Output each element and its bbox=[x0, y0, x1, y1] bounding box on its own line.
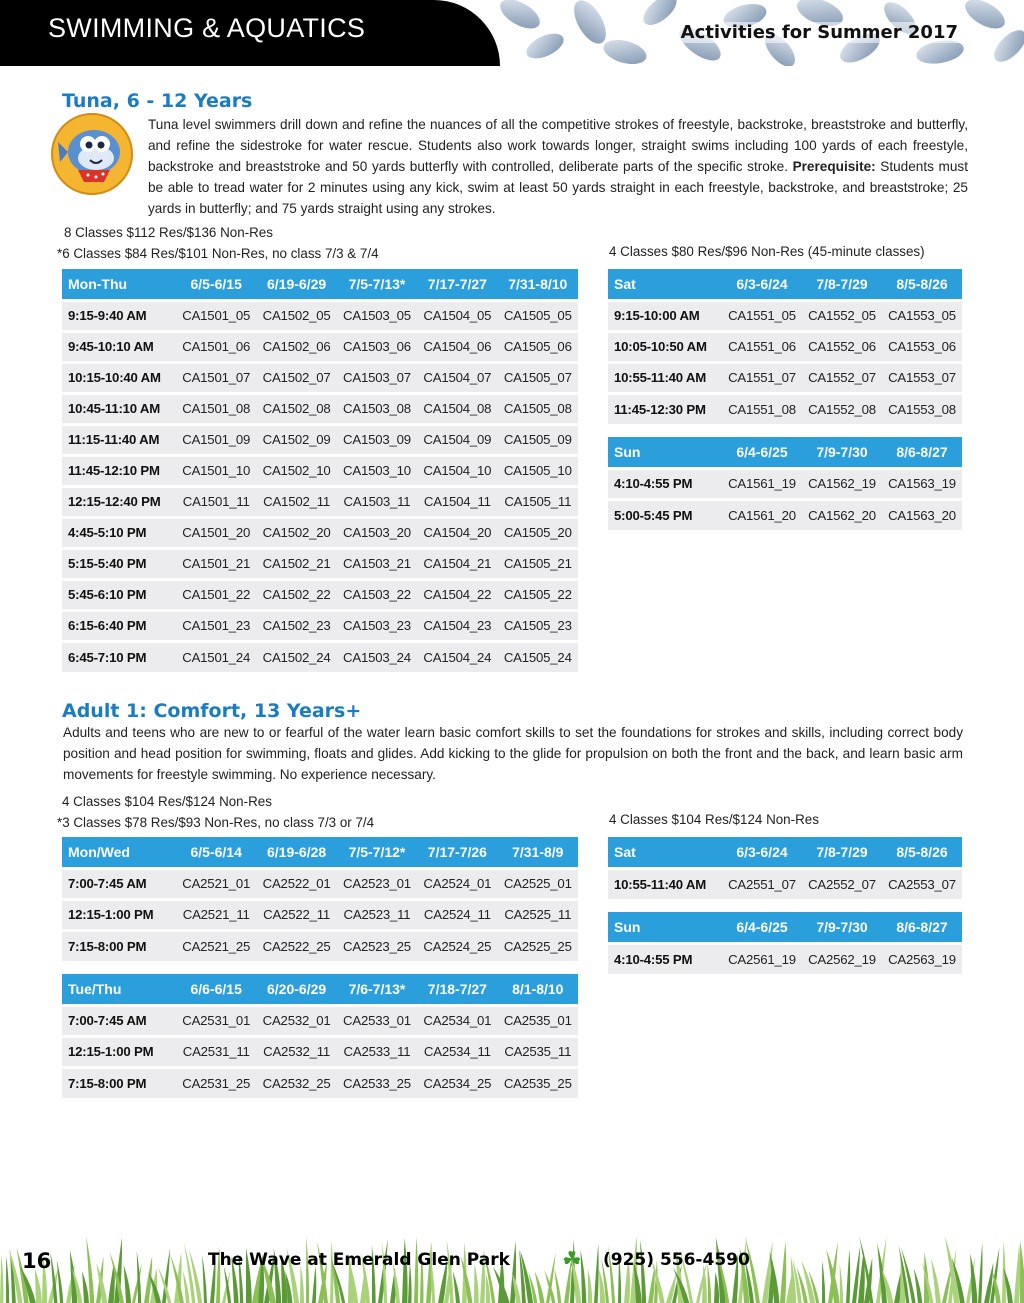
time-cell: 11:15-11:40 AM bbox=[62, 424, 176, 455]
course-code-cell: CA1552_08 bbox=[802, 393, 882, 424]
course-code-cell: CA1501_11 bbox=[176, 486, 256, 517]
course-code-cell: CA1505_11 bbox=[498, 486, 578, 517]
course-code-cell: CA1504_08 bbox=[417, 393, 497, 424]
course-code-cell: CA1503_07 bbox=[337, 362, 417, 393]
table-row bbox=[62, 331, 578, 362]
course-code-cell: CA1502_05 bbox=[256, 300, 336, 331]
course-code-cell: CA2523_11 bbox=[337, 899, 417, 930]
course-code-cell: CA1502_22 bbox=[256, 579, 336, 610]
course-code-cell: CA1503_23 bbox=[337, 610, 417, 641]
course-code-cell: CA1501_09 bbox=[176, 424, 256, 455]
course-code-cell: CA1563_19 bbox=[882, 468, 962, 499]
date-range-header: 7/17-7/26 bbox=[417, 837, 497, 868]
date-range-header: 6/6-6/15 bbox=[176, 974, 256, 1005]
course-code-cell: CA1503_22 bbox=[337, 579, 417, 610]
course-code-cell: CA1503_08 bbox=[337, 393, 417, 424]
time-cell: 4:10-4:55 PM bbox=[608, 468, 722, 499]
course-code-cell: CA2533_25 bbox=[337, 1067, 417, 1098]
table-header-row bbox=[62, 269, 578, 300]
course-code-cell: CA1553_05 bbox=[882, 300, 962, 331]
adult-sun-table bbox=[608, 912, 962, 974]
table-row bbox=[608, 868, 962, 899]
time-cell: 11:45-12:30 PM bbox=[608, 393, 722, 424]
table-row bbox=[62, 362, 578, 393]
course-code-cell: CA1561_20 bbox=[722, 499, 802, 530]
table-row bbox=[62, 641, 578, 672]
course-code-cell: CA1503_24 bbox=[337, 641, 417, 672]
time-cell: 9:45-10:10 AM bbox=[62, 331, 176, 362]
time-cell: 9:15-9:40 AM bbox=[62, 300, 176, 331]
page-number: 16 bbox=[22, 1249, 52, 1273]
table-header-row bbox=[608, 437, 962, 468]
course-code-cell: CA1502_24 bbox=[256, 641, 336, 672]
table-row bbox=[62, 1036, 578, 1067]
course-code-cell: CA1503_05 bbox=[337, 300, 417, 331]
tuna-sun-table bbox=[608, 437, 962, 530]
time-cell: 12:15-12:40 PM bbox=[62, 486, 176, 517]
course-code-cell: CA1504_06 bbox=[417, 331, 497, 362]
table-row bbox=[62, 868, 578, 899]
course-code-cell: CA1505_05 bbox=[498, 300, 578, 331]
course-code-cell: CA1504_09 bbox=[417, 424, 497, 455]
course-code-cell: CA2532_25 bbox=[256, 1067, 336, 1098]
course-code-cell: CA1504_11 bbox=[417, 486, 497, 517]
course-code-cell: CA1505_09 bbox=[498, 424, 578, 455]
date-range-header: 6/5-6/14 bbox=[176, 837, 256, 868]
table-row bbox=[62, 393, 578, 424]
tuna-price-weekend: 4 Classes $80 Res/$96 Non-Res (45-minute classes) bbox=[609, 244, 925, 259]
course-code-cell: CA2553_07 bbox=[882, 868, 962, 899]
adult-monwed-table bbox=[62, 837, 578, 961]
course-code-cell: CA1504_10 bbox=[417, 455, 497, 486]
time-cell: 7:15-8:00 PM bbox=[62, 930, 176, 961]
date-range-header: 6/20-6/29 bbox=[256, 974, 336, 1005]
course-code-cell: CA1505_10 bbox=[498, 455, 578, 486]
course-code-cell: CA2535_11 bbox=[498, 1036, 578, 1067]
course-code-cell: CA2534_25 bbox=[417, 1067, 497, 1098]
course-code-cell: CA1505_07 bbox=[498, 362, 578, 393]
date-range-header: 6/3-6/24 bbox=[722, 269, 802, 300]
course-code-cell: CA1505_21 bbox=[498, 548, 578, 579]
date-range-header: 7/17-7/27 bbox=[417, 269, 497, 300]
tuna-sat-table bbox=[608, 269, 962, 424]
time-cell: 5:00-5:45 PM bbox=[608, 499, 722, 530]
table-row bbox=[62, 610, 578, 641]
course-code-cell: CA1501_23 bbox=[176, 610, 256, 641]
date-range-header: 8/1-8/10 bbox=[498, 974, 578, 1005]
course-code-cell: CA2525_11 bbox=[498, 899, 578, 930]
course-code-cell: CA1501_22 bbox=[176, 579, 256, 610]
time-cell: 9:15-10:00 AM bbox=[608, 300, 722, 331]
course-code-cell: CA1502_20 bbox=[256, 517, 336, 548]
tuna-title: Tuna, 6 - 12 Years bbox=[62, 90, 253, 112]
course-code-cell: CA1503_10 bbox=[337, 455, 417, 486]
date-range-header: 7/5-7/13* bbox=[337, 269, 417, 300]
course-code-cell: CA2531_01 bbox=[176, 1005, 256, 1036]
course-code-cell: CA1501_21 bbox=[176, 548, 256, 579]
adult-description: Adults and teens who are new to or fearful of the water learn basic comfort skills to set the foundations for strokes and skills, including correct body position and head position for swimming, floats and glides. Add kicking to the glide for propulsion on both the front and the back, and learn basic arm movements for freestyle swimming. No experience necessary. bbox=[63, 725, 963, 782]
table-row bbox=[608, 499, 962, 530]
date-range-header: 6/5-6/15 bbox=[176, 269, 256, 300]
time-cell: 10:55-11:40 AM bbox=[608, 868, 722, 899]
course-code-cell: CA2535_25 bbox=[498, 1067, 578, 1098]
course-code-cell: CA1502_23 bbox=[256, 610, 336, 641]
prerequisite-text: Students must be able to tread water for 2 minutes using any kick, swim at least 50 yards straight in each freestyle, backstroke, and breaststroke; 25 yards in butterfly; and 75 yards straight using any strokes. bbox=[148, 159, 968, 216]
course-code-cell: CA1551_08 bbox=[722, 393, 802, 424]
section-title: SWIMMING & AQUATICS bbox=[48, 13, 366, 43]
day-header: Sun bbox=[608, 912, 722, 943]
table-row bbox=[62, 579, 578, 610]
course-code-cell: CA2521_11 bbox=[176, 899, 256, 930]
date-range-header: 6/19-6/29 bbox=[256, 269, 336, 300]
day-header: Sat bbox=[608, 837, 722, 868]
day-header: Sat bbox=[608, 269, 722, 300]
course-code-cell: CA1552_07 bbox=[802, 362, 882, 393]
course-code-cell: CA1504_21 bbox=[417, 548, 497, 579]
table-header-row bbox=[608, 837, 962, 868]
tuna-description bbox=[148, 114, 968, 219]
course-code-cell: CA1503_11 bbox=[337, 486, 417, 517]
date-range-header: 6/3-6/24 bbox=[722, 837, 802, 868]
tuna-desc-text: Tuna level swimmers drill down and refine the nuances of all the competitive strokes of freestyle, backstroke, breaststroke and butterfly, and refine the sidestroke for water rescue. Students also work towards longer, straight swims including 100 yards of each freestyle, backstroke and breaststroke and 50 yards butterfly with controlled, deliberate parts of the specific stroke. bbox=[148, 117, 968, 174]
day-header: Mon/Wed bbox=[62, 837, 176, 868]
time-cell: 6:45-7:10 PM bbox=[62, 641, 176, 672]
course-code-cell: CA2521_01 bbox=[176, 868, 256, 899]
time-cell: 10:45-11:10 AM bbox=[62, 393, 176, 424]
course-code-cell: CA1502_06 bbox=[256, 331, 336, 362]
course-code-cell: CA1503_20 bbox=[337, 517, 417, 548]
course-code-cell: CA1501_20 bbox=[176, 517, 256, 548]
date-range-header: 7/8-7/29 bbox=[802, 837, 882, 868]
course-code-cell: CA2534_11 bbox=[417, 1036, 497, 1067]
course-code-cell: CA1561_19 bbox=[722, 468, 802, 499]
time-cell: 7:00-7:45 AM bbox=[62, 1005, 176, 1036]
day-header: Tue/Thu bbox=[62, 974, 176, 1005]
table-row bbox=[608, 468, 962, 499]
table-row bbox=[608, 393, 962, 424]
course-code-cell: CA2525_25 bbox=[498, 930, 578, 961]
course-code-cell: CA2524_01 bbox=[417, 868, 497, 899]
course-code-cell: CA1505_22 bbox=[498, 579, 578, 610]
date-range-header: 8/6-8/27 bbox=[882, 437, 962, 468]
venue-name: The Wave at Emerald Glen Park bbox=[208, 1250, 510, 1270]
tuna-price-8: 8 Classes $112 Res/$136 Non-Res bbox=[64, 225, 273, 240]
course-code-cell: CA1551_06 bbox=[722, 331, 802, 362]
course-code-cell: CA2532_11 bbox=[256, 1036, 336, 1067]
table-row bbox=[62, 930, 578, 961]
table-row bbox=[608, 300, 962, 331]
course-code-cell: CA2552_07 bbox=[802, 868, 882, 899]
page-header bbox=[0, 0, 1024, 66]
course-code-cell: CA1552_06 bbox=[802, 331, 882, 362]
time-cell: 6:15-6:40 PM bbox=[62, 610, 176, 641]
course-code-cell: CA2563_19 bbox=[882, 943, 962, 974]
tuna-monthu-table bbox=[62, 269, 578, 672]
course-code-cell: CA2524_25 bbox=[417, 930, 497, 961]
course-code-cell: CA2524_11 bbox=[417, 899, 497, 930]
course-code-cell: CA2525_01 bbox=[498, 868, 578, 899]
time-cell: 10:55-11:40 AM bbox=[608, 362, 722, 393]
table-header-row bbox=[62, 837, 578, 868]
course-code-cell: CA1502_09 bbox=[256, 424, 336, 455]
table-header-row bbox=[608, 269, 962, 300]
course-code-cell: CA1504_05 bbox=[417, 300, 497, 331]
date-range-header: 7/9-7/30 bbox=[802, 912, 882, 943]
table-row bbox=[608, 331, 962, 362]
shamrock-icon: ☘ bbox=[562, 1247, 582, 1272]
course-code-cell: CA1505_06 bbox=[498, 331, 578, 362]
date-range-header: 8/5-8/26 bbox=[882, 269, 962, 300]
adult-price-4: 4 Classes $104 Res/$124 Non-Res bbox=[62, 794, 272, 809]
course-code-cell: CA1562_20 bbox=[802, 499, 882, 530]
time-cell: 5:45-6:10 PM bbox=[62, 579, 176, 610]
course-code-cell: CA1505_23 bbox=[498, 610, 578, 641]
course-code-cell: CA1501_24 bbox=[176, 641, 256, 672]
course-code-cell: CA1505_20 bbox=[498, 517, 578, 548]
course-code-cell: CA1551_05 bbox=[722, 300, 802, 331]
time-cell: 7:15-8:00 PM bbox=[62, 1067, 176, 1098]
table-row bbox=[62, 517, 578, 548]
course-code-cell: CA2551_07 bbox=[722, 868, 802, 899]
date-range-header: 7/6-7/13* bbox=[337, 974, 417, 1005]
adult-price-3: *3 Classes $78 Res/$93 Non-Res, no class 7/3 or 7/4 bbox=[57, 815, 375, 830]
course-code-cell: CA2522_11 bbox=[256, 899, 336, 930]
time-cell: 10:15-10:40 AM bbox=[62, 362, 176, 393]
date-range-header: 7/8-7/29 bbox=[802, 269, 882, 300]
course-code-cell: CA1504_23 bbox=[417, 610, 497, 641]
course-code-cell: CA1562_19 bbox=[802, 468, 882, 499]
course-code-cell: CA1503_06 bbox=[337, 331, 417, 362]
course-code-cell: CA1502_07 bbox=[256, 362, 336, 393]
course-code-cell: CA1504_07 bbox=[417, 362, 497, 393]
course-code-cell: CA2533_11 bbox=[337, 1036, 417, 1067]
table-row bbox=[62, 455, 578, 486]
date-range-header: 6/19-6/28 bbox=[256, 837, 336, 868]
time-cell: 7:00-7:45 AM bbox=[62, 868, 176, 899]
date-range-header: 8/6-8/27 bbox=[882, 912, 962, 943]
course-code-cell: CA2562_19 bbox=[802, 943, 882, 974]
adult-sat-table bbox=[608, 837, 962, 899]
course-code-cell: CA1553_07 bbox=[882, 362, 962, 393]
course-code-cell: CA1553_08 bbox=[882, 393, 962, 424]
adult-title: Adult 1: Comfort, 13 Years+ bbox=[62, 700, 362, 722]
date-range-header: 7/31-8/9 bbox=[498, 837, 578, 868]
time-cell: 5:15-5:40 PM bbox=[62, 548, 176, 579]
table-row bbox=[62, 899, 578, 930]
course-code-cell: CA1501_10 bbox=[176, 455, 256, 486]
adult-tuethu-table bbox=[62, 974, 578, 1098]
course-code-cell: CA2532_01 bbox=[256, 1005, 336, 1036]
table-row bbox=[608, 362, 962, 393]
course-code-cell: CA1501_08 bbox=[176, 393, 256, 424]
time-cell: 11:45-12:10 PM bbox=[62, 455, 176, 486]
time-cell: 4:10-4:55 PM bbox=[608, 943, 722, 974]
table-row bbox=[62, 486, 578, 517]
course-code-cell: CA2522_01 bbox=[256, 868, 336, 899]
date-range-header: 7/31-8/10 bbox=[498, 269, 578, 300]
date-range-header: 7/9-7/30 bbox=[802, 437, 882, 468]
page-footer bbox=[0, 1232, 1024, 1303]
course-code-cell: CA1501_06 bbox=[176, 331, 256, 362]
table-header-row bbox=[62, 974, 578, 1005]
time-cell: 10:05-10:50 AM bbox=[608, 331, 722, 362]
course-code-cell: CA2523_25 bbox=[337, 930, 417, 961]
course-code-cell: CA1505_24 bbox=[498, 641, 578, 672]
season-title: Activities for Summer 2017 bbox=[677, 22, 962, 43]
date-range-header: 6/4-6/25 bbox=[722, 437, 802, 468]
course-code-cell: CA1504_24 bbox=[417, 641, 497, 672]
table-row bbox=[62, 1067, 578, 1098]
course-code-cell: CA1502_08 bbox=[256, 393, 336, 424]
course-code-cell: CA1553_06 bbox=[882, 331, 962, 362]
course-code-cell: CA1563_20 bbox=[882, 499, 962, 530]
course-code-cell: CA1504_20 bbox=[417, 517, 497, 548]
phone-number: (925) 556-4590 bbox=[603, 1250, 750, 1270]
table-row bbox=[62, 1005, 578, 1036]
course-code-cell: CA1502_11 bbox=[256, 486, 336, 517]
day-header: Mon-Thu bbox=[62, 269, 176, 300]
time-cell: 4:45-5:10 PM bbox=[62, 517, 176, 548]
course-code-cell: CA2523_01 bbox=[337, 868, 417, 899]
course-code-cell: CA2531_11 bbox=[176, 1036, 256, 1067]
course-code-cell: CA2535_01 bbox=[498, 1005, 578, 1036]
table-row bbox=[62, 548, 578, 579]
prerequisite-label: Prerequisite: bbox=[792, 159, 876, 174]
tuna-mascot-icon bbox=[50, 112, 134, 196]
date-range-header: 7/5-7/12* bbox=[337, 837, 417, 868]
day-header: Sun bbox=[608, 437, 722, 468]
course-code-cell: CA2561_19 bbox=[722, 943, 802, 974]
course-code-cell: CA1501_05 bbox=[176, 300, 256, 331]
course-code-cell: CA2522_25 bbox=[256, 930, 336, 961]
date-range-header: 7/18-7/27 bbox=[417, 974, 497, 1005]
time-cell: 12:15-1:00 PM bbox=[62, 1036, 176, 1067]
grass-decoration bbox=[0, 1232, 1024, 1303]
course-code-cell: CA1502_10 bbox=[256, 455, 336, 486]
date-range-header: 6/4-6/25 bbox=[722, 912, 802, 943]
table-row bbox=[608, 943, 962, 974]
table-row bbox=[62, 424, 578, 455]
course-code-cell: CA1501_07 bbox=[176, 362, 256, 393]
course-code-cell: CA1503_09 bbox=[337, 424, 417, 455]
table-header-row bbox=[608, 912, 962, 943]
course-code-cell: CA1502_21 bbox=[256, 548, 336, 579]
course-code-cell: CA2533_01 bbox=[337, 1005, 417, 1036]
adult-price-weekend: 4 Classes $104 Res/$124 Non-Res bbox=[609, 812, 819, 827]
course-code-cell: CA2531_25 bbox=[176, 1067, 256, 1098]
date-range-header: 8/5-8/26 bbox=[882, 837, 962, 868]
course-code-cell: CA1503_21 bbox=[337, 548, 417, 579]
table-row bbox=[62, 300, 578, 331]
time-cell: 12:15-1:00 PM bbox=[62, 899, 176, 930]
course-code-cell: CA1551_07 bbox=[722, 362, 802, 393]
course-code-cell: CA1552_05 bbox=[802, 300, 882, 331]
course-code-cell: CA2521_25 bbox=[176, 930, 256, 961]
tuna-price-6: *6 Classes $84 Res/$101 Non-Res, no class 7/3 & 7/4 bbox=[57, 246, 379, 261]
course-code-cell: CA2534_01 bbox=[417, 1005, 497, 1036]
course-code-cell: CA1504_22 bbox=[417, 579, 497, 610]
course-code-cell: CA1505_08 bbox=[498, 393, 578, 424]
